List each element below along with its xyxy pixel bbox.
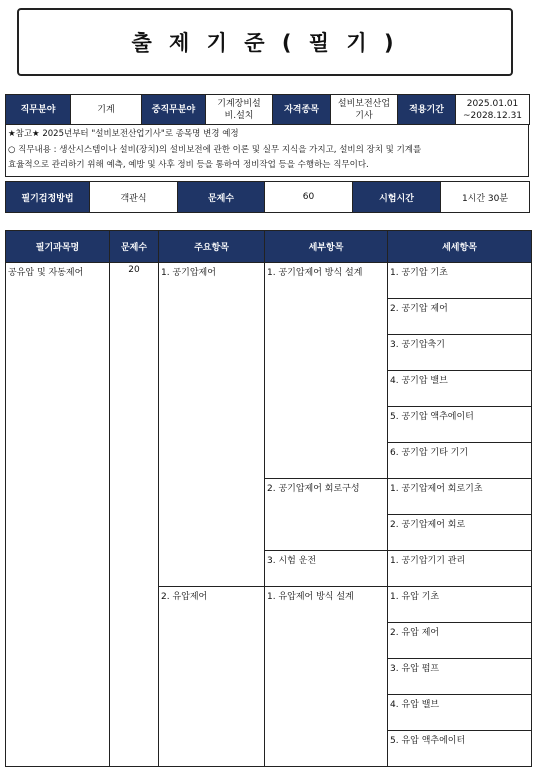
table-row-item: 2. 공기압제어 회로 xyxy=(388,515,532,551)
table-row-item: 4. 공기압 밸브 xyxy=(388,371,532,407)
header-count: 문제수 xyxy=(110,231,159,263)
job-description xyxy=(5,124,529,177)
criteria-table xyxy=(5,230,532,767)
job-field-value: 기계 xyxy=(71,95,142,125)
info-table xyxy=(5,94,530,125)
table-row-item: 1. 공기압기기 관리 xyxy=(388,551,532,587)
table-row-item: 3. 공기압축기 xyxy=(388,335,532,371)
main-item-1: 1. 공기압제어 xyxy=(159,263,265,587)
period-value xyxy=(456,95,530,125)
job-field-label: 직무분야 xyxy=(6,95,71,125)
subject-count: 20 xyxy=(110,263,159,767)
sub-field-value: 기계장비설비.설치 xyxy=(206,95,273,125)
note-line-1: ★참고★ 2025년부터 "설비보전산업기사"로 종목명 변경 예정 xyxy=(8,129,239,139)
period-label: 적용기간 xyxy=(398,95,456,125)
table-row-item: 2. 유압 제어 xyxy=(388,623,532,659)
table-row-item: 5. 공기압 액추에이터 xyxy=(388,407,532,443)
table-row-item: 1. 유압 기초 xyxy=(388,587,532,623)
table-row-item: 1. 공기압제어 회로기초 xyxy=(388,479,532,515)
cert-value: 설비보전산업기사 xyxy=(331,95,398,125)
sub-field-label: 중직무분야 xyxy=(142,95,206,125)
detail-item-2: 2. 공기압제어 회로구성 xyxy=(265,479,388,551)
header-detail-item: 세부항목 xyxy=(265,231,388,263)
table-row-item: 4. 유압 밸브 xyxy=(388,695,532,731)
note-line-2: ○ 직무내용 : 생산시스템이나 설비(장치)의 설비보전에 관한 이론 및 실무 지식을 가지고, 설비의 장치 및 기계를 xyxy=(8,144,422,155)
table-row-item: 3. 유압 펌프 xyxy=(388,659,532,695)
table-row-item: 6. 공기압 기타 기기 xyxy=(388,443,532,479)
table-row-item: 5. 유압 액추에이터 xyxy=(388,731,532,767)
period-end: ~2028.12.31 xyxy=(462,110,523,121)
main-item-2: 2. 유압제어 xyxy=(159,587,265,767)
period-start: 2025.01.01 xyxy=(466,98,519,109)
exam-time-value: 1시간 30분 xyxy=(441,182,530,213)
detail-item-4: 1. 유압제어 방식 설계 xyxy=(265,587,388,767)
cert-label: 자격종목 xyxy=(273,95,331,125)
question-count-label: 문제수 xyxy=(178,182,265,213)
exam-method-label: 필기검정방법 xyxy=(6,182,90,213)
header-main-item: 주요항목 xyxy=(159,231,265,263)
header-subject: 필기과목명 xyxy=(6,231,110,263)
exam-method-value: 객관식 xyxy=(90,182,178,213)
header-sub-detail-item: 세세항목 xyxy=(388,231,532,263)
question-count-value: 60 xyxy=(265,182,353,213)
title-box xyxy=(17,8,513,76)
detail-item-1: 1. 공기압제어 방식 설계 xyxy=(265,263,388,479)
table-row-item: 2. 공기압 제어 xyxy=(388,299,532,335)
subject-name: 공유압 및 자동제어 xyxy=(6,263,110,767)
page-title: 출 제 기 준 ( 필 기 ) xyxy=(131,31,399,55)
table-row-item: 1. 공기압 기초 xyxy=(388,263,532,299)
detail-item-3: 3. 시험 운전 xyxy=(265,551,388,587)
exam-info-table xyxy=(5,181,530,213)
exam-time-label: 시험시간 xyxy=(353,182,441,213)
note-line-3: 효율적으로 관리하기 위해 예측, 예방 및 사후 정비 등을 통하여 정비작업 등을 수행하는 직무이다. xyxy=(8,160,369,170)
